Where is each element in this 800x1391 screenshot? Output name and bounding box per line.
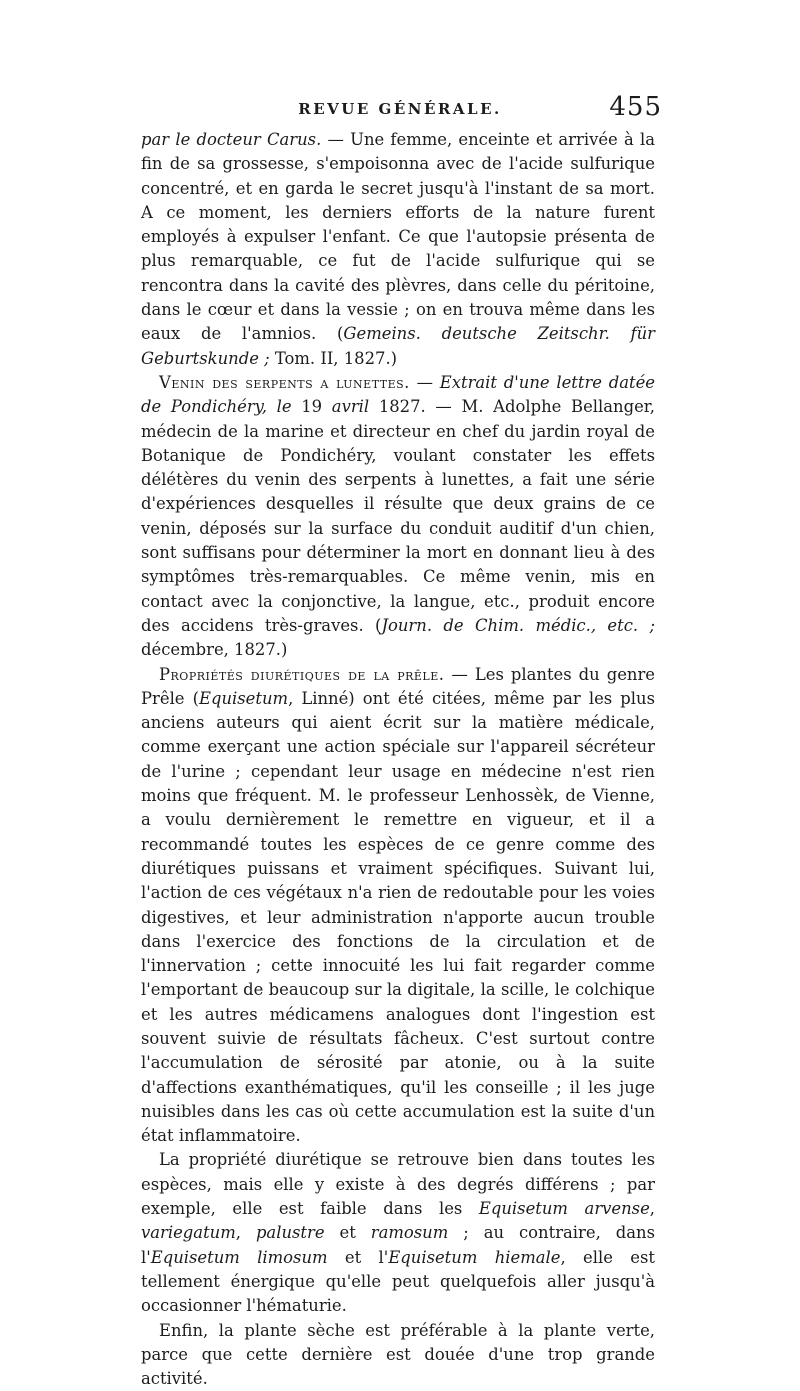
page-number: 455 [609, 92, 662, 122]
paragraph-species-differences [141, 1148, 655, 1318]
paragraph-diuretic-horsetail [141, 663, 655, 1149]
text-run: , elle est tellement énergique qu'elle peut quelquefois aller jusqu'à occasionner l'hématurie. [141, 1247, 655, 1316]
italic-run: Equisetum arvense [478, 1199, 650, 1219]
text-run: , [649, 1199, 655, 1219]
paragraph-cobra-venom [141, 371, 655, 663]
text-run: et [324, 1223, 371, 1243]
text-run: , [235, 1223, 256, 1243]
text-run: décembre, 1827.) [141, 640, 288, 660]
section-heading: Venin des serpents a lunettes. [159, 372, 410, 392]
italic-run: palustre [255, 1223, 325, 1243]
paragraph-dry-plant [141, 1319, 655, 1391]
italic-run: Equisetum [199, 688, 289, 708]
italic-run: Journ. de Chim. médic., etc. ; [381, 615, 655, 635]
text-run: , Linné) ont été citées, même par les plus anciens auteurs qui aient écrit sur la matière médicale, comme exerçant une action spéciale sur l'appareil sécréteur de l'urine ; cependant leur usage en médecine n'est rien moins que fréquent. M. le professeur Lenhossèk, de Vienne, a voulu dernièrement le remettre en vigueur, et il a recommandé toutes les espèces de ce genre comme des diurétiques puissans et vraiment spécifiques. Suivant lui, l'action de ces végétaux n'a rien de redoutable pour les voies digestives, et leur administration n'apporte aucun trouble dans l'exercice des fonctions de la circulation et de l'innervation ; cette innocuité les lui fait regarder comme l'emportant de beaucoup sur la digitale, la scille, le colchique et les autres médicamens analogues dont l'ingestion est souvent suivie de résultats fâcheux. C'est surtout contre l'accumulation de sérosité par atonie, ou à la suite d'affections exanthématiques, qu'il les conseille ; il les juge nuisibles dans les cas où cette accumulation est la suite d'un état inflammatoire. [141, 688, 655, 1146]
text-run: 19 [291, 397, 332, 417]
italic-run: variegatum [141, 1223, 236, 1243]
italic-run: par le docteur Carus. [141, 130, 322, 149]
italic-run: ramosum [370, 1223, 449, 1243]
page-header [138, 92, 662, 128]
italic-run: Extrait d'une lettre datée de Pondichéry, le [141, 372, 655, 417]
text-run: La propriété diurétique se retrouve bien dans toutes les espèces, mais elle y existe à des degrés différens ; par exemple, elle est faible dans les [141, 1150, 655, 1219]
text-run: et l' [327, 1247, 389, 1267]
text-run: — [409, 372, 440, 392]
paragraph-carus-poisoning [141, 128, 655, 371]
text-run: 1827. — M. Adolphe Bellanger, médecin de la marine et directeur en chef du jardin royal de Botanique de Pondichéry, voulant constater les effets délétères du venin des serpents à lunettes, a fait une série d'expériences desquelles il résulte que deux grains de ce venin, déposés sur la surface du conduit auditif d'un chien, sont suffisans pour déterminer la mort en donnant lieu à des symptômes très-remarquables. Ce même venin, mis en contact avec la conjonctive, la langue, etc., produit encore des accidens très-graves. ( [141, 397, 656, 635]
running-title: REVUE GÉNÉRALE. [298, 100, 502, 118]
italic-run: Gemeins. deutsche Zeitschr. für Geburtskunde ; [141, 324, 655, 368]
section-heading: Propriétés diurétiques de la prêle. [159, 664, 445, 684]
italic-run: avril [331, 397, 370, 417]
italic-run: Equisetum hiemale [388, 1247, 561, 1267]
italic-run: Equisetum limosum [150, 1247, 328, 1267]
text-run: Tom. II, 1827.) [269, 348, 398, 368]
text-run: — Une femme, enceinte et arrivée à la fin de sa grossesse, s'empoisonna avec de l'acide sulfurique concentré, et en garda le secret jusqu'à l'instant de sa mort. A ce moment, les derniers efforts de la nature furent employés à expulser l'enfant. Ce que l'autopsie présenta de plus remarquable, ce fut de l'acide sulfurique qui se rencontra dans la cavité des plèvres, dans celle du péritoine, dans le cœur et dans la vessie ; on en trouva même dans les eaux de l'amnios. ( [141, 130, 655, 344]
text-run: ; au contraire, dans l' [141, 1223, 655, 1267]
text-run: — Les plantes du genre Prêle ( [141, 664, 655, 708]
text-run: Enfin, la plante sèche est préférable à la plante verte, parce que cette dernière est douée d'une trop grande activité. [141, 1320, 655, 1389]
article-body [141, 128, 655, 1391]
